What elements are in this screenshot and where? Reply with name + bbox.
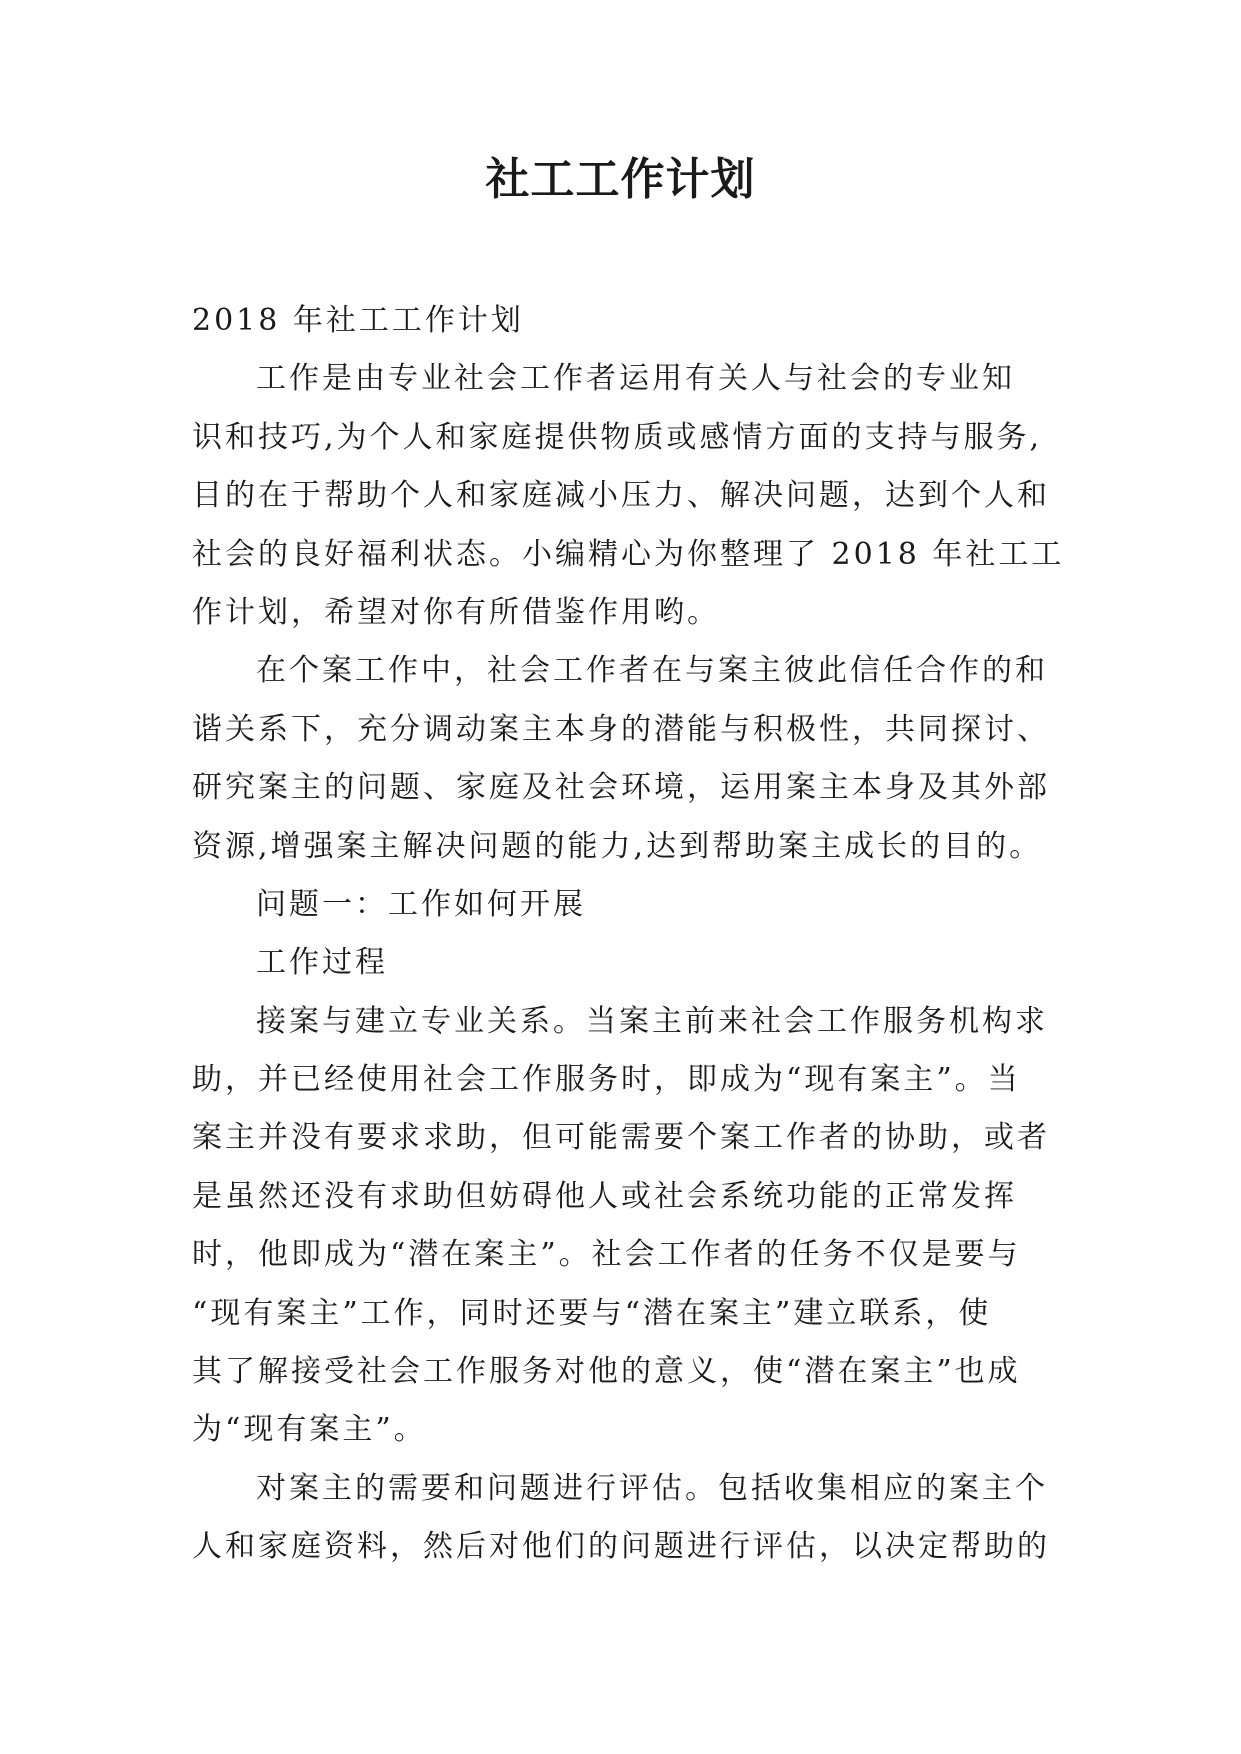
text-line: 工作过程: [256, 945, 388, 981]
text-line: 助，并已经使用社会工作服务时，即成为“现有案主”。当: [192, 1062, 1021, 1098]
text-line: 接案与建立专业关系。当案主前来社会工作服务机构求: [256, 1003, 1048, 1039]
text-line: 案主并没有要求求助，但可能需要个案工作者的协助，或者: [192, 1120, 1050, 1156]
text-line: 在个案工作中，社会工作者在与案主彼此信任合作的和: [256, 653, 1048, 689]
text-line: 时，他即成为“潜在案主”。社会工作者的任务不仅是要与: [192, 1237, 1021, 1273]
text-line: 研究案主的问题、家庭及社会环境，运用案主本身及其外部: [192, 770, 1050, 806]
text-line: 其了解接受社会工作服务对他的意义，使“潜在案主”也成: [192, 1354, 1021, 1390]
page-title: 社工工作计划: [485, 154, 756, 205]
text-line: 为“现有案主”。: [192, 1412, 427, 1448]
text-line: 对案主的需要和问题进行评估。包括收集相应的案主个: [256, 1470, 1048, 1506]
text-line: 工作是由专业社会工作者运用有关人与社会的专业知: [256, 361, 1015, 397]
text-line: “现有案主”工作，同时还要与“潜在案主”建立联系，使: [192, 1295, 992, 1331]
text-line: 识和技巧,为个人和家庭提供物质或感情方面的支持与服务,: [192, 419, 1043, 455]
text-line: 目的在于帮助个人和家庭减小压力、解决问题，达到个人和: [192, 478, 1050, 514]
text-line: 作计划，希望对你有所借鉴作用哟。: [192, 594, 720, 630]
text-line: 谐关系下，充分调动案主本身的潜能与积极性，共同探讨、: [192, 711, 1050, 747]
text-line: 社会的良好福利状态。小编精心为你整理了 2018 年社工工: [192, 536, 1065, 572]
text-line: 问题一：工作如何开展: [256, 886, 586, 922]
text-line: 资源,增强案主解决问题的能力,达到帮助案主成长的目的。: [192, 828, 1043, 864]
text-line: 是虽然还没有求助但妨碍他人或社会系统功能的正常发挥: [192, 1178, 1017, 1214]
text-line: 2018 年社工工作计划: [192, 303, 524, 338]
document-body: [192, 292, 1065, 1577]
text-line: 人和家庭资料，然后对他们的问题进行评估，以决定帮助的: [192, 1529, 1050, 1565]
